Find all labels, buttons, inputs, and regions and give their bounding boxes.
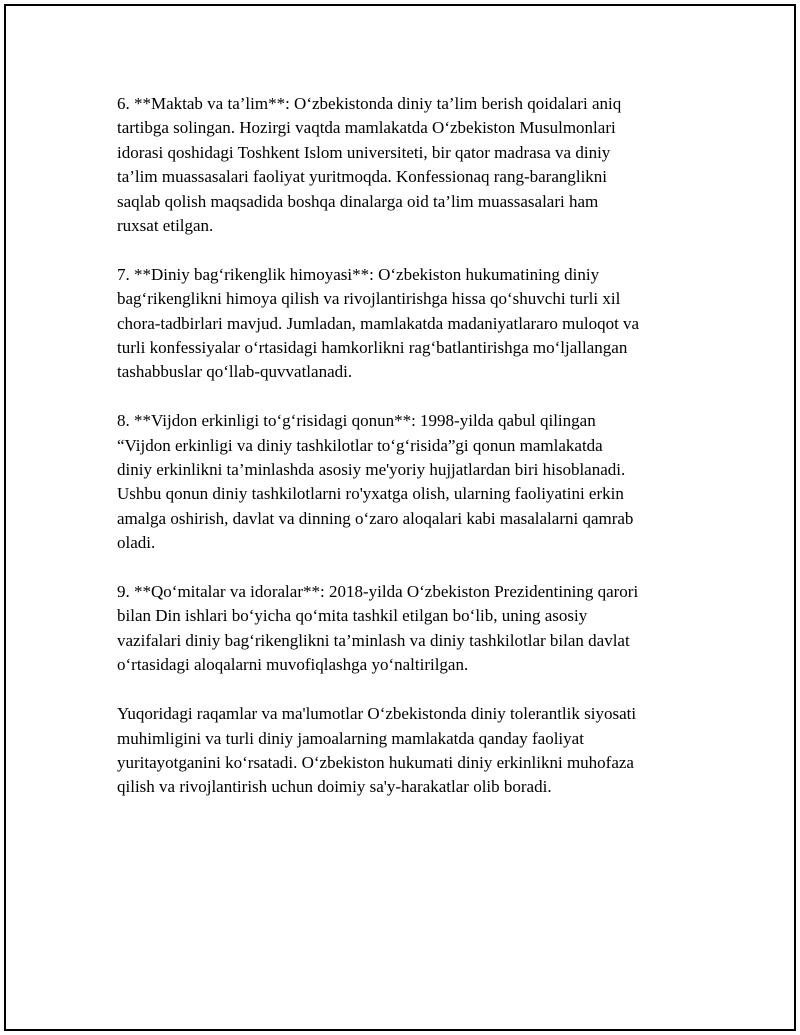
paragraph-conclusion: Yuqoridagi raqamlar va ma'lumotlar O‘zbekistonda diniy tolerantlik siyosati muhimligini va turli diniy jamoalarning mamlakatda qanday faoliyat yuritayotganini ko‘rsatadi. O‘zbekiston hukumati diniy erkinlikni muhofaza qilish va rivojlantirish uchun doimiy sa'y-harakatlar olib boradi. [117,704,637,797]
document-body [117,92,697,824]
paragraph-religious-tolerance: 7. **Diniy bag‘rikenglik himoyasi**: O‘zbekiston hukumatining diniy bag‘rikenglikni himoya qilish va rivojlantirishga hissa qo‘shuvchi turli xil chora-tadbirlari mavjud. Jumladan, mamlakatda madaniyatlararo muloqot va turli konfessiyalar o‘rtasidagi hamkorlikni rag‘batlantirishga mo‘ljallangan tashabbuslar qo‘llab-quvvatlanadi. [117,264,640,382]
paragraph-school-education: 6. **Maktab va ta’lim**: O‘zbekistonda diniy ta’lim berish qoidalari aniq tartibga solingan. Hozirgi vaqtda mamlakatda O‘zbekiston Musulmonlari idorasi qoshidagi Toshkent Islom universiteti, bir qator madrasa va diniy ta’lim muassasalari faoliyat yuritmoqda. Konfessionaq rang-baranglikni saqlab qolish maqsadida boshqa dinalarga oid ta’lim muassasalari ham ruxsat etilgan. [117,94,622,236]
paragraph-committees: 9. **Qo‘mitalar va idoralar**: 2018-yilda O‘zbekiston Prezidentining qarori bilan Din ishlari bo‘yicha qo‘mita tashkil etilgan bo‘lib, uning asosiy vazifalari diniy bag‘rikenglikni ta’minlash va diniy tashkilotlar bilan davlat o‘rtasidagi aloqalarni muvofiqlashga yo‘naltirilgan. [117,582,639,675]
paragraph-freedom-of-conscience-law: 8. **Vijdon erkinligi to‘g‘risidagi qonun**: 1998-yilda qabul qilingan “Vijdon erkinligi va diniy tashkilotlar to‘g‘risida”gi qonun mamlakatda diniy erkinlikni ta’minlashda asosiy me'yoriy hujjatlardan biri hisoblanadi. Ushbu qonun diniy tashkilotlarni ro'yxatga olish, ularning faoliyatini erkin amalga oshirish, davlat va dinning o‘zaro aloqalari kabi masalalarni qamrab oladi. [117,411,634,553]
